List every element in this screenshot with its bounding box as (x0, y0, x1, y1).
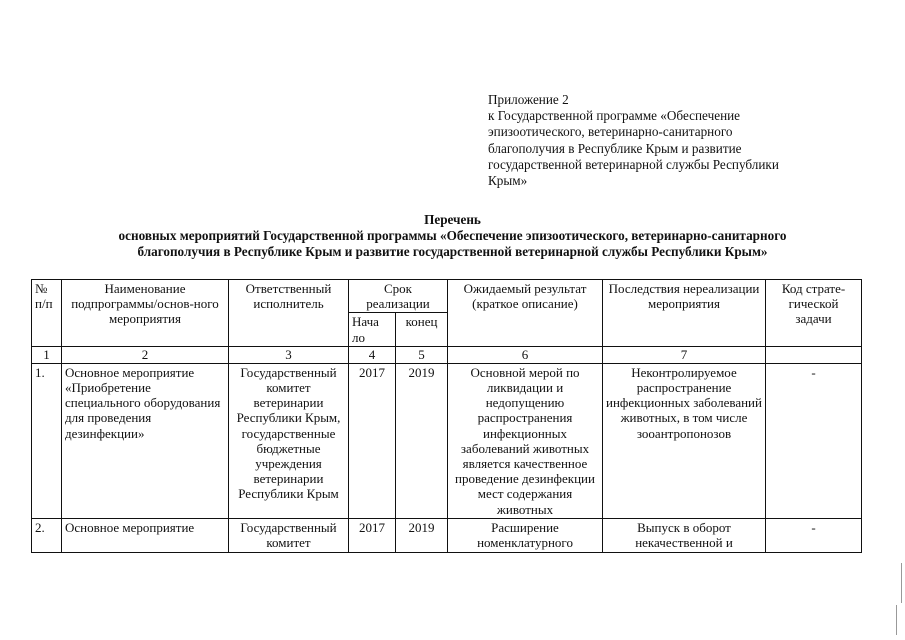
column-number: 4 (349, 346, 396, 363)
row-responsible: Государственный комитет (229, 518, 349, 552)
row-num: 2. (32, 518, 62, 552)
header-consequences: Последствия нереализации мероприятия (603, 280, 766, 347)
row-code: - (766, 363, 862, 518)
row-result: Расширение номенклатурного (448, 518, 603, 552)
heading-subtitle-line: благополучия в Республике Крым и развитие государственной ветеринарной службы Республики Крым» (137, 244, 768, 259)
column-number (766, 346, 862, 363)
row-start: 2017 (349, 363, 396, 518)
header-name: Наименование подпрограммы/основ-ного мероприятия (62, 280, 229, 347)
scan-edge-mark (896, 605, 897, 635)
table-header-row (32, 280, 862, 313)
document-heading (0, 212, 905, 260)
header-num: № п/п (32, 280, 62, 347)
column-number: 2 (62, 346, 229, 363)
row-name: Основное мероприятие (62, 518, 229, 552)
appendix-line: Приложение 2 (488, 92, 569, 107)
row-num: 1. (32, 363, 62, 518)
appendix-line: Крым» (488, 173, 528, 189)
heading-title: Перечень (424, 212, 481, 227)
scan-edge-mark (901, 563, 902, 603)
column-numbers-row (32, 346, 862, 363)
row-result: Основной мерой по ликвидации и недопущению распространения инфекционных заболеваний животных является качественное проведение дезинфекции мест содержания животных (448, 363, 603, 518)
header-result: Ожидаемый результат (краткое описание) (448, 280, 603, 347)
heading-subtitle-line: основных мероприятий Государственной программы «Обеспечение эпизоотического, ветеринарно-санитарного (118, 228, 787, 243)
table-row (32, 518, 862, 552)
header-start: Нача ло (349, 313, 396, 346)
appendix-note (488, 92, 848, 189)
row-name: Основное мероприятие «Приобретение специального оборудования для проведения дезинфекции» (62, 363, 229, 518)
header-period: Срок реализации (349, 280, 448, 313)
appendix-line: к Государственной программе «Обеспечение (488, 108, 741, 124)
column-number: 6 (448, 346, 603, 363)
column-number: 5 (396, 346, 448, 363)
column-number: 1 (32, 346, 62, 363)
header-end: конец (396, 313, 448, 346)
header-code: Код страте-гической задачи (766, 280, 862, 347)
table-row (32, 363, 862, 518)
appendix-line: эпизоотического, ветеринарно-санитарного (488, 124, 733, 140)
appendix-line: благополучия в Республике Крым и развитие (488, 140, 742, 156)
row-end: 2019 (396, 363, 448, 518)
row-start: 2017 (349, 518, 396, 552)
appendix-line: государственной ветеринарной службы Республики (488, 156, 779, 172)
row-consequences: Неконтролируемое распространение инфекционных заболеваний животных, в том числе зооантропонозов (603, 363, 766, 518)
measures-table (31, 279, 862, 553)
column-number: 3 (229, 346, 349, 363)
column-number: 7 (603, 346, 766, 363)
row-code: - (766, 518, 862, 552)
header-responsible: Ответственный исполнитель (229, 280, 349, 347)
row-end: 2019 (396, 518, 448, 552)
row-consequences: Выпуск в оборот некачественной и (603, 518, 766, 552)
row-responsible: Государственный комитет ветеринарии Республики Крым, государственные бюджетные учреждения ветеринарии Республики Крым (229, 363, 349, 518)
